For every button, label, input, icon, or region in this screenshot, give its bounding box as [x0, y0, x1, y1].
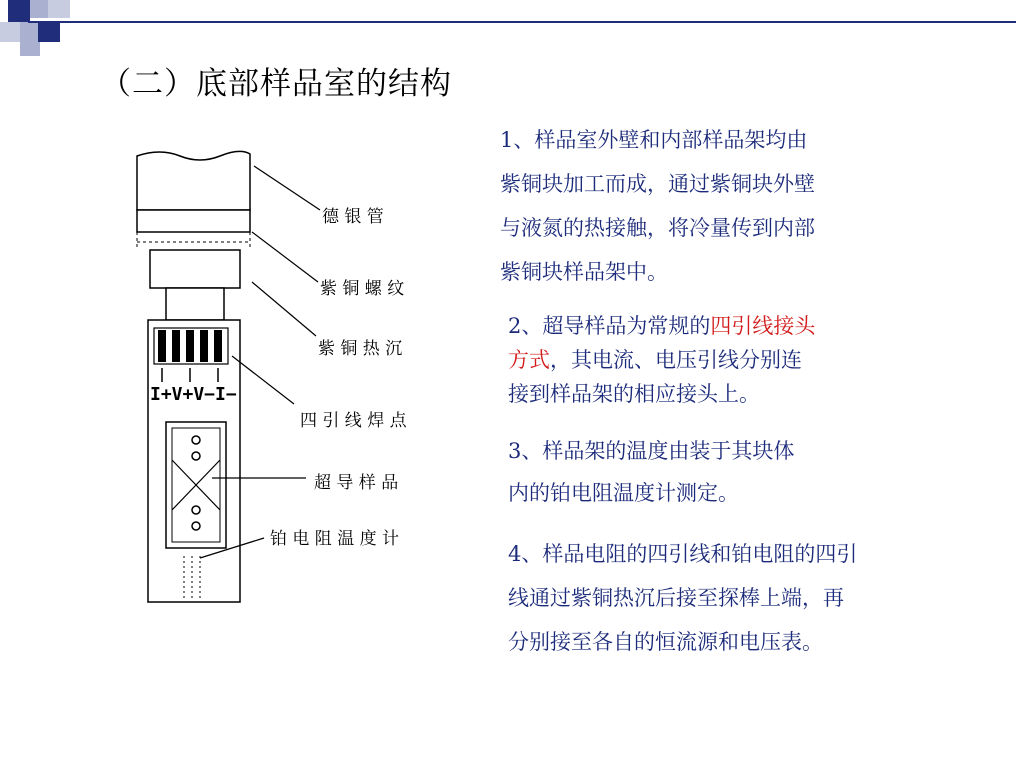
paragraph-line: 线通过紫铜热沉后接至探棒上端，再 — [508, 586, 844, 610]
paragraph-line: 紫铜块加工而成，通过紫铜块外壁 — [500, 172, 815, 196]
header-decoration — [0, 0, 120, 60]
copper-neck — [166, 288, 224, 320]
highlight-text: 四引线接头 — [710, 314, 816, 338]
paragraph-line: 内的铂电阻温度计测定。 — [508, 481, 739, 505]
label-superconducting-sample: 超 导 样 品 — [314, 473, 399, 493]
paragraph-line: 接到样品架的相应接头上。 — [508, 382, 760, 406]
lead-pin — [200, 330, 208, 362]
label-dewar-tube: 德 银 管 — [322, 207, 384, 227]
lead-pin — [158, 330, 166, 362]
lead-pin — [214, 330, 222, 362]
copper-thread — [150, 250, 240, 288]
paragraph-line: 紫铜块样品架中。 — [500, 260, 668, 284]
paragraph-2 — [508, 309, 815, 411]
label-four-lead-solder: 四 引 线 焊 点 — [300, 411, 407, 431]
contact-dot — [192, 452, 200, 460]
paragraph-text: ，其电流、电压引线分别连 — [550, 348, 802, 372]
label-platinum-thermometer: 铂 电 阻 温 度 计 — [270, 529, 400, 549]
paragraph-3 — [508, 430, 794, 514]
leader-line — [252, 282, 316, 336]
paragraph-4 — [508, 532, 857, 664]
lead-pin — [186, 330, 194, 362]
paragraph-line: 1、样品室外壁和内部样品架均由 — [500, 128, 808, 152]
pin-label: I+V+V−I− — [150, 384, 237, 405]
paragraph-line: 3、样品架的温度由装于其块体 — [508, 439, 795, 463]
dewar-tube-band — [137, 210, 250, 232]
leader-line — [232, 356, 294, 404]
label-copper-thread: 紫 铜 螺 纹 — [320, 279, 405, 299]
paragraph-text: 2、超导样品为常规的 — [508, 314, 711, 338]
lead-pin — [172, 330, 180, 362]
title-rule — [28, 21, 1016, 23]
contact-dot — [192, 506, 200, 514]
leader-line — [254, 166, 320, 210]
page-title: （二）底部样品室的结构 — [100, 66, 452, 102]
paragraph-line: 分别接至各自的恒流源和电压表。 — [508, 630, 823, 654]
paragraph-1 — [500, 118, 815, 294]
highlight-text: 方式 — [508, 348, 550, 372]
contact-dot — [192, 522, 200, 530]
label-copper-heat-sink: 紫 铜 热 沉 — [318, 339, 403, 359]
paragraph-line: 与液氮的热接触，将冷量传到内部 — [500, 216, 815, 240]
dewar-tube — [137, 151, 250, 210]
paragraph-line: 4、样品电阻的四引线和铂电阻的四引 — [508, 542, 858, 566]
contact-dot — [192, 436, 200, 444]
leader-line — [252, 232, 318, 282]
sample-chamber-diagram — [120, 130, 450, 610]
